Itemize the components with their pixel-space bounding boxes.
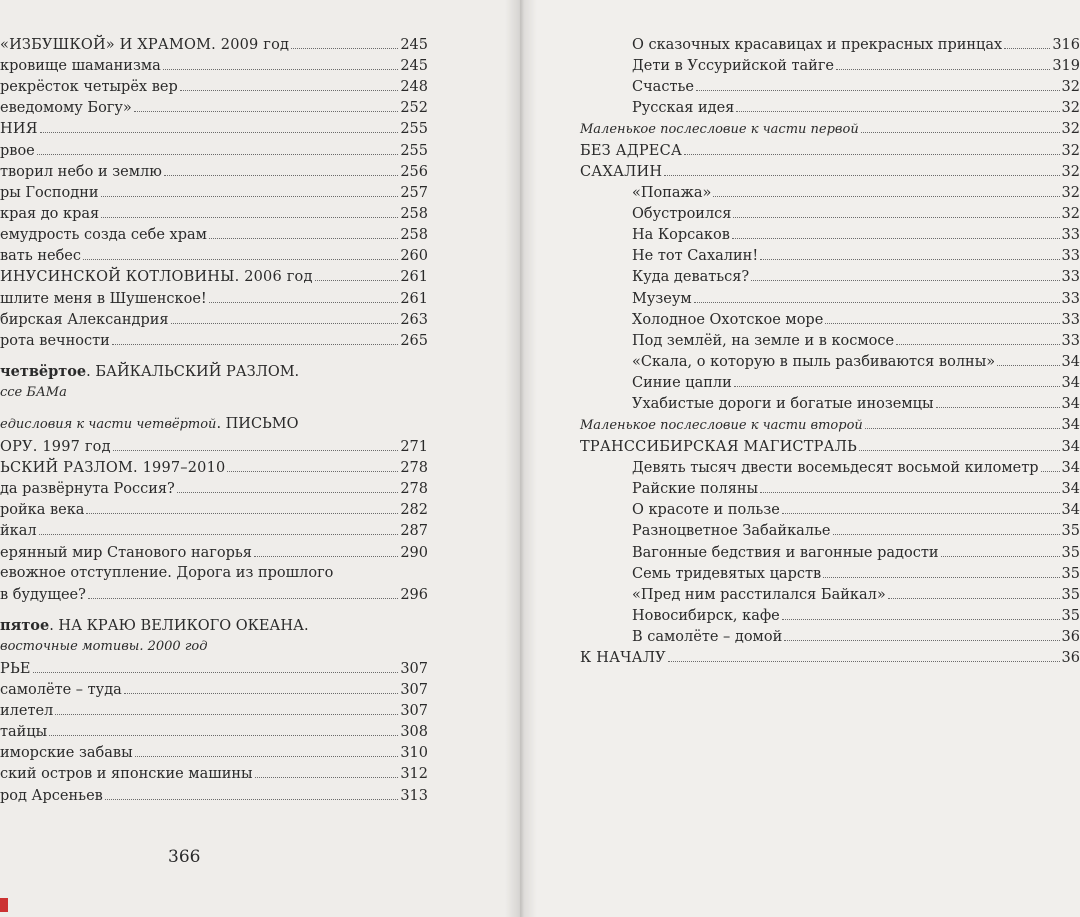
toc-page-number: 32: [1061, 185, 1080, 201]
toc-entry-title: РЬЕ: [0, 661, 31, 677]
dot-leader: [859, 436, 1060, 451]
toc-part-label: четвёртое: [0, 363, 87, 380]
toc-entry: [0, 161, 428, 182]
toc-page-number: 32: [1061, 100, 1080, 116]
dot-leader: [135, 742, 399, 757]
toc-entry: [580, 414, 1080, 435]
toc-entry: [632, 330, 1080, 351]
toc-entry: [580, 647, 1080, 668]
toc-entry-title: Новосибирск, кафе: [632, 608, 780, 624]
toc-page-number: 261: [400, 269, 428, 285]
dot-leader: [865, 414, 1060, 429]
toc-entry-title: ЬСКИЙ РАЗЛОМ. 1997–2010: [0, 460, 226, 476]
toc-page-number: 319: [1052, 58, 1080, 74]
toc-entry-title: кровище шаманизма: [0, 58, 161, 74]
toc-entry: [632, 605, 1080, 626]
toc-page-number: 308: [400, 724, 428, 740]
toc-entry-title: Куда деваться?: [632, 269, 750, 285]
toc-entry-title: Обустроился: [632, 206, 732, 222]
dot-leader: [833, 520, 1060, 535]
toc-page-number: 255: [400, 121, 428, 137]
dot-leader: [33, 658, 399, 673]
toc-entry-title: Синие цапли: [632, 375, 732, 391]
toc-entry-title: Холодное Охотское море: [632, 312, 824, 328]
toc-entry: [0, 34, 428, 55]
dot-leader: [55, 700, 398, 715]
toc-page-number: 282: [400, 502, 428, 518]
toc-entry: [0, 182, 428, 203]
toc-entry-title: ОРУ. 1997 год: [0, 439, 111, 455]
toc-page-number: 307: [400, 682, 428, 698]
toc-entry-title: БЕЗ АДРЕСА: [580, 143, 683, 159]
toc-page-number: 256: [400, 164, 428, 180]
toc-entry: [632, 224, 1080, 245]
toc-entry-title: рота вечности: [0, 333, 110, 349]
dot-leader: [784, 626, 1059, 641]
toc-entry: [632, 542, 1080, 563]
toc-entry: [0, 330, 428, 351]
toc-page-number: 33: [1061, 227, 1080, 243]
toc-entry: [580, 161, 1080, 182]
toc-entry: [0, 140, 428, 161]
left-page: [0, 0, 520, 917]
toc-entry: [0, 457, 428, 478]
dot-leader: [668, 647, 1060, 662]
toc-entry: [0, 658, 428, 679]
toc-entry-title: самолёте – туда: [0, 682, 122, 698]
toc-entry: [0, 742, 428, 763]
toc-entry: [0, 309, 428, 330]
dot-leader: [1004, 34, 1050, 49]
toc-part-label: пятое: [0, 617, 50, 634]
toc-entry: [0, 499, 428, 520]
dot-leader: [760, 478, 1059, 493]
dot-leader: [101, 182, 399, 197]
toc-page-number: 35: [1061, 523, 1080, 539]
toc-entry-title: ИНУСИНСКОЙ КОТЛОВИНЫ. 2006 год: [0, 269, 313, 285]
toc-page-number: 271: [400, 439, 428, 455]
dot-leader: [255, 763, 399, 778]
toc-entry-title: Райские поляны: [632, 481, 759, 497]
toc-entry: [632, 584, 1080, 605]
dot-leader: [291, 34, 398, 49]
toc-page-number: 35: [1061, 608, 1080, 624]
toc-page-number: 34: [1061, 460, 1080, 476]
toc-page-number: 245: [400, 58, 428, 74]
toc-entry: [0, 615, 428, 636]
page-number: 366: [168, 847, 201, 867]
toc-entry: [0, 245, 428, 266]
toc-entry: [580, 436, 1080, 457]
dot-leader: [49, 721, 398, 736]
toc-entry: [632, 372, 1080, 393]
toc-entry-title: Под землёй, на земле и в космосе: [632, 333, 895, 349]
toc-entry: [632, 203, 1080, 224]
dot-leader: [736, 97, 1059, 112]
toc-entry-title: еведомому Богу»: [0, 100, 132, 116]
toc-page-number: 258: [400, 227, 428, 243]
toc-entry: [632, 55, 1080, 76]
toc-entry: [632, 563, 1080, 584]
toc-entry-title: [0, 615, 309, 637]
toc-entry: [632, 76, 1080, 97]
toc-preface-title: . ПИСЬМО: [216, 416, 299, 432]
toc-entry-title: На Корсаков: [632, 227, 730, 243]
toc-preface-label: едисловия к части четвёртой: [0, 417, 217, 432]
toc-entry: [632, 97, 1080, 118]
dot-leader: [694, 288, 1060, 303]
toc-page-number: 32: [1061, 164, 1080, 180]
toc-entry-title: Разноцветное Забайкалье: [632, 523, 831, 539]
toc-entry-title: шлите меня в Шушенское!: [0, 291, 207, 307]
dot-leader: [825, 309, 1059, 324]
toc-entry: [0, 721, 428, 742]
toc-entry: [0, 382, 428, 403]
dot-leader: [836, 55, 1050, 70]
toc-entry: [0, 520, 428, 541]
toc-page-number: 32: [1061, 143, 1080, 159]
toc-page-number: 245: [400, 37, 428, 53]
toc-entry-title: Маленькое послесловие к части первой: [580, 122, 859, 137]
toc-page-number: 33: [1061, 269, 1080, 285]
toc-page-number: 313: [400, 788, 428, 804]
toc-page-number: 287: [400, 523, 428, 539]
dot-leader: [664, 161, 1059, 176]
toc-entry: [632, 478, 1080, 499]
toc-page-number: 257: [400, 185, 428, 201]
dot-leader: [180, 76, 399, 91]
dot-leader: [734, 372, 1060, 387]
toc-entry-title: «Пред ним расстилался Байкал»: [632, 587, 886, 603]
toc-entry-title: Русская идея: [632, 100, 735, 116]
toc-entry: [632, 499, 1080, 520]
dot-leader: [227, 457, 398, 472]
dot-leader: [861, 118, 1060, 133]
dot-leader: [105, 785, 398, 800]
toc-page-number: 278: [400, 481, 428, 497]
toc-page-number: 35: [1061, 545, 1080, 561]
toc-entry: [0, 636, 428, 657]
dot-leader: [941, 542, 1060, 557]
toc-entry-title: «Скала, о которую в пыль разбиваются волны»: [632, 354, 996, 370]
toc-page-number: 32: [1061, 121, 1080, 137]
toc-entry: [580, 140, 1080, 161]
dot-leader: [696, 76, 1060, 91]
toc-entry-title: САХАЛИН: [580, 164, 663, 180]
book-gutter: [505, 0, 537, 917]
toc-entry-title: Маленькое послесловие к части второй: [580, 418, 863, 433]
toc-entry-title: илетел: [0, 703, 54, 719]
toc-entry: [0, 584, 428, 605]
toc-entry-title: [0, 361, 299, 383]
toc-page-number: 258: [400, 206, 428, 222]
toc-entry-title: Семь тридевятых царств: [632, 566, 822, 582]
toc-entry-title: О красоте и пользе: [632, 502, 780, 518]
toc-page-number: 34: [1061, 375, 1080, 391]
toc-entry-title: бирская Александрия: [0, 312, 169, 328]
toc-entry-title: ский остров и японские машины: [0, 766, 253, 782]
dot-leader: [177, 478, 398, 493]
toc-entry: [0, 763, 428, 784]
dot-leader: [83, 245, 398, 260]
toc-entry: [632, 288, 1080, 309]
toc-entry: [632, 393, 1080, 414]
toc-page-number: 33: [1061, 333, 1080, 349]
toc-page-number: 296: [400, 587, 428, 603]
toc-page-number: 34: [1061, 354, 1080, 370]
toc-entry: [0, 224, 428, 245]
toc-entry: [0, 700, 428, 721]
toc-entry: [0, 436, 428, 457]
dot-leader: [1041, 457, 1060, 472]
toc-page-number: 34: [1061, 439, 1080, 455]
toc-page-number: 34: [1061, 481, 1080, 497]
dot-leader: [113, 436, 399, 451]
toc-page-number: 36: [1061, 650, 1080, 666]
toc-entry-title: тайцы: [0, 724, 48, 740]
toc-entry-title: творил небо и землю: [0, 164, 162, 180]
toc-entry: [0, 542, 428, 563]
toc-entry-title: К НАЧАЛУ: [580, 650, 666, 666]
dot-leader: [88, 584, 398, 599]
toc-entry: [632, 626, 1080, 647]
toc-entry-title: Девять тысяч двести восемьдесят восьмой километр: [632, 460, 1039, 476]
toc-part-title: . НА КРАЮ ВЕЛИКОГО ОКЕАНА.: [49, 618, 309, 634]
dot-leader: [86, 499, 398, 514]
toc-page-number: 290: [400, 545, 428, 561]
toc-page-number: 255: [400, 143, 428, 159]
toc-page-number: 260: [400, 248, 428, 264]
toc-entry-title: края до края: [0, 206, 100, 222]
dot-leader: [315, 266, 399, 281]
toc-entry: [632, 351, 1080, 372]
dot-leader: [101, 203, 398, 218]
toc-entry-title: НИЯ: [0, 121, 38, 137]
toc-entry-title: Ухабистые дороги и богатые иноземцы: [632, 396, 934, 412]
toc-entry-title: восточные мотивы. 2000 год: [0, 639, 208, 654]
toc-entry: [632, 34, 1080, 55]
toc-entry-title: ройка века: [0, 502, 85, 518]
toc-entry: [632, 182, 1080, 203]
dot-leader: [760, 245, 1059, 260]
dot-leader: [888, 584, 1060, 599]
dot-leader: [112, 330, 398, 345]
toc-entry-title: да развёрнута Россия?: [0, 481, 175, 497]
toc-entry-title: [0, 414, 299, 435]
toc-entry-title: Счастье: [632, 79, 694, 95]
toc-entry: [0, 203, 428, 224]
toc-part-title: . БАЙКАЛЬСКИЙ РАЗЛОМ.: [86, 364, 300, 380]
toc-page-number: 34: [1061, 396, 1080, 412]
toc-page-number: 35: [1061, 587, 1080, 603]
toc-page-number: 265: [400, 333, 428, 349]
toc-entry: [632, 309, 1080, 330]
toc-entry: [580, 118, 1080, 139]
dot-leader: [997, 351, 1059, 366]
toc-entry: [632, 266, 1080, 287]
dot-leader: [684, 140, 1059, 155]
toc-entry: [632, 520, 1080, 541]
toc-entry: [0, 118, 428, 139]
dot-leader: [163, 55, 399, 70]
toc-entry: [0, 563, 428, 584]
toc-entry: [0, 266, 428, 287]
toc-entry-title: «Попажа»: [632, 185, 712, 201]
toc-page-number: 34: [1061, 417, 1080, 433]
toc-page-number: 307: [400, 703, 428, 719]
toc-page-number: 252: [400, 100, 428, 116]
toc-entry: [0, 97, 428, 118]
toc-entry-title: «ИЗБУШКОЙ» И ХРАМОМ. 2009 год: [0, 37, 290, 53]
toc-page-number: 35: [1061, 566, 1080, 582]
toc-entry: [0, 361, 428, 382]
toc-entry-title: О сказочных красавицах и прекрасных принцах: [632, 37, 1003, 53]
right-page: [521, 0, 1080, 917]
toc-entry-title: В самолёте – домой: [632, 629, 783, 645]
toc-page-number: 36: [1061, 629, 1080, 645]
toc-page-number: 33: [1061, 291, 1080, 307]
dot-leader: [713, 182, 1059, 197]
toc-entry-title: емудрость созда себе храм: [0, 227, 207, 243]
toc-page-number: 33: [1061, 312, 1080, 328]
toc-entry-title: йкал: [0, 523, 37, 539]
dot-leader: [732, 224, 1060, 239]
toc-entry-title: Не тот Сахалин!: [632, 248, 759, 264]
toc-entry-title: в будущее?: [0, 587, 86, 603]
dot-leader: [733, 203, 1059, 218]
dot-leader: [936, 393, 1060, 408]
dot-leader: [37, 140, 399, 155]
toc-page-number: 33: [1061, 248, 1080, 264]
toc-page-number: 278: [400, 460, 428, 476]
toc-entry: [0, 785, 428, 806]
dot-leader: [751, 266, 1059, 281]
toc-page-number: 34: [1061, 502, 1080, 518]
toc-entry-title: ерянный мир Станового нагорья: [0, 545, 252, 561]
toc-entry-title: евожное отступление. Дорога из прошлого: [0, 565, 334, 581]
toc-entry: [0, 478, 428, 499]
dot-leader: [782, 499, 1060, 514]
toc-page-number: 316: [1052, 37, 1080, 53]
toc-entry-title: ТРАНССИБИРСКАЯ МАГИСТРАЛЬ: [580, 439, 858, 455]
toc-entry: [0, 414, 428, 435]
dot-leader: [209, 224, 398, 239]
toc-entry-title: ры Господни: [0, 185, 99, 201]
toc-page-number: 248: [400, 79, 428, 95]
toc-entry-title: рвое: [0, 143, 35, 159]
dot-leader: [782, 605, 1060, 620]
toc-entry-title: иморские забавы: [0, 745, 133, 761]
dot-leader: [896, 330, 1059, 345]
toc-entry-title: рекрёсток четырёх вер: [0, 79, 178, 95]
toc-entry-title: Вагонные бедствия и вагонные радости: [632, 545, 939, 561]
toc-page-number: 307: [400, 661, 428, 677]
toc-entry: [632, 457, 1080, 478]
toc-page-number: 263: [400, 312, 428, 328]
toc-entry-title: Музеум: [632, 291, 692, 307]
toc-page-number: 261: [400, 291, 428, 307]
toc-page-number: 32: [1061, 206, 1080, 222]
dot-leader: [823, 563, 1059, 578]
dot-leader: [39, 520, 399, 535]
dot-leader: [40, 118, 399, 133]
dot-leader: [164, 161, 398, 176]
toc-entry: [0, 76, 428, 97]
toc-page-number: 310: [400, 745, 428, 761]
toc-entry-title: Дети в Уссурийской тайге: [632, 58, 834, 74]
dot-leader: [171, 309, 399, 324]
dot-leader: [254, 542, 398, 557]
toc-entry: [632, 245, 1080, 266]
bookmark-ribbon: [0, 898, 8, 912]
toc-page-number: 312: [400, 766, 428, 782]
toc-entry-title: род Арсеньев: [0, 788, 103, 804]
toc-page-number: 32: [1061, 79, 1080, 95]
toc-entry-title: вать небес: [0, 248, 82, 264]
dot-leader: [209, 288, 399, 303]
dot-leader: [134, 97, 399, 112]
dot-leader: [124, 679, 399, 694]
toc-entry-title: ссе БАМа: [0, 385, 67, 400]
toc-entry: [0, 679, 428, 700]
toc-entry: [0, 55, 428, 76]
toc-entry: [0, 288, 428, 309]
